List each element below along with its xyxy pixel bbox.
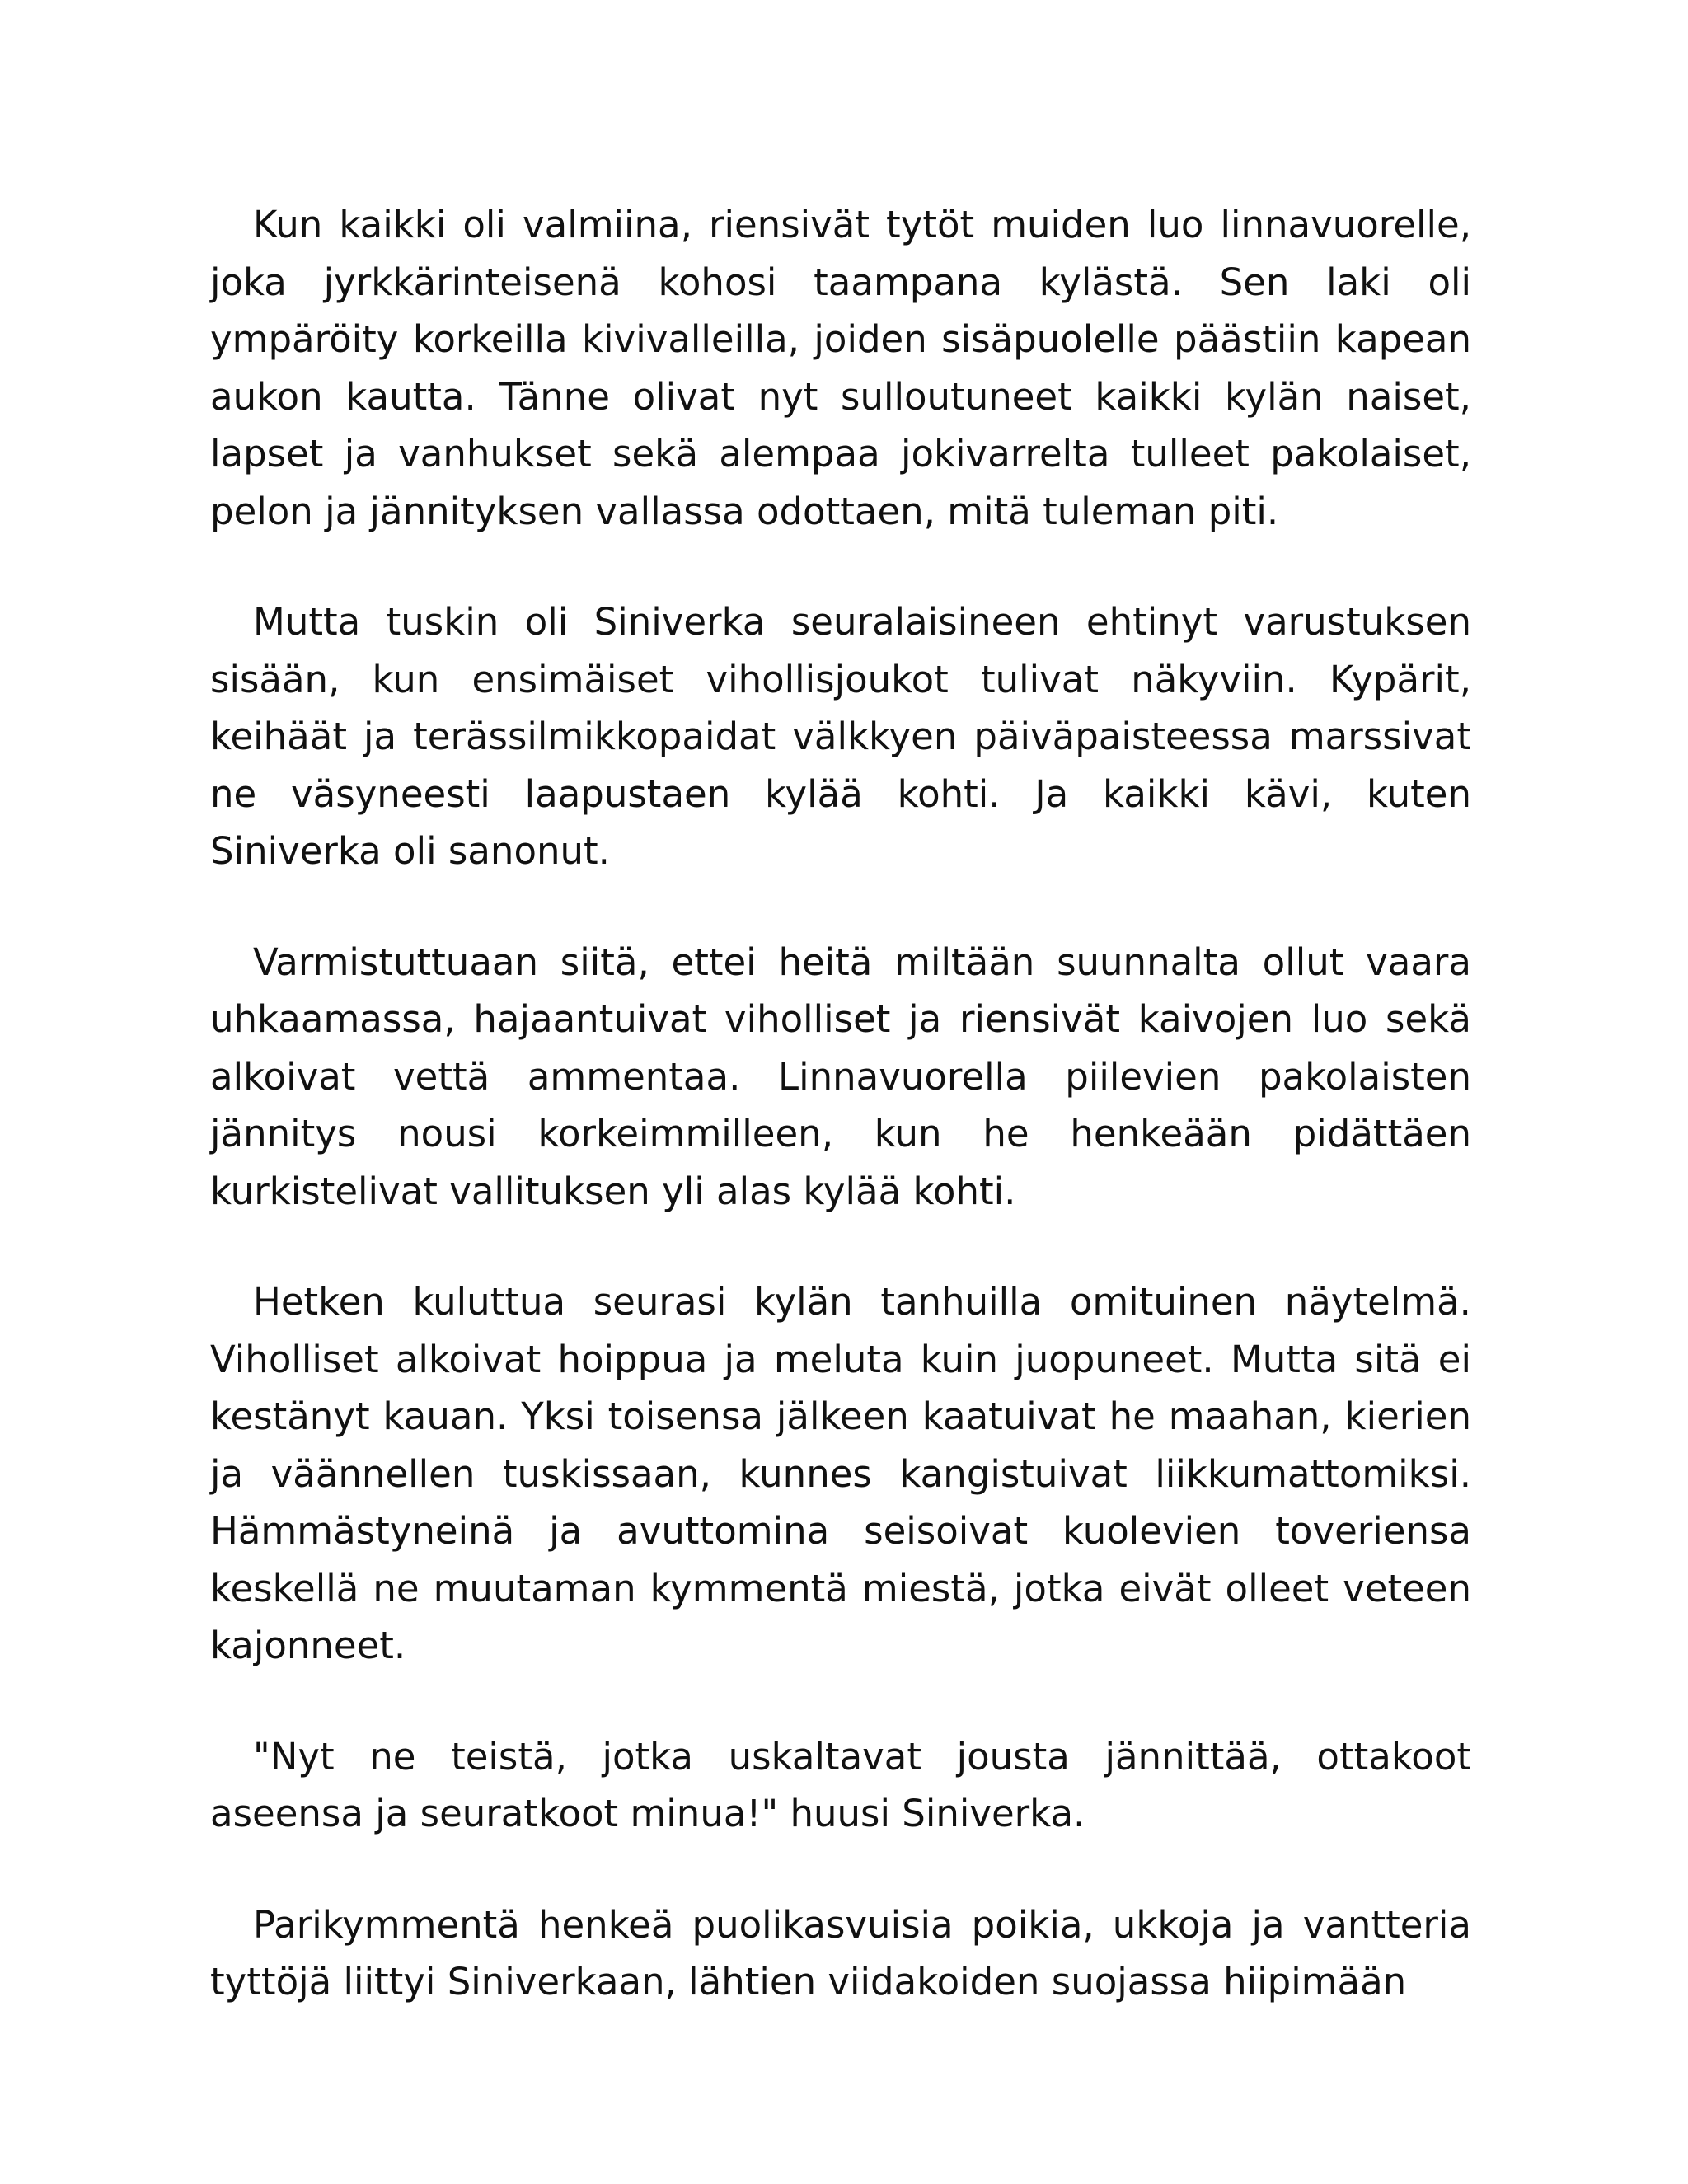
paragraph: Hetken kuluttua seurasi kylän tanhuilla omituinen näytelmä. Viholliset alkoivat hoippua ja meluta kuin juopuneet. Mutta sitä ei kestänyt kauan. Yksi toisensa jälkeen kaatuivat he maahan, kierien ja väännellen tuskissaan, kunnes kangistuivat liikkumattomiksi. Hämmästyneinä ja avuttomina seisoivat kuolevien toveriensa keskellä ne muutaman kymmentä miestä, jotka eivät olleet veteen kajonneet. [210, 1280, 1471, 1667]
paragraph: Varmistuttuaan siitä, ettei heitä miltään suunnalta ollut vaara uhkaamassa, hajaantuivat viholliset ja riensivät kaivojen luo sekä alkoivat vettä ammentaa. Linnavuorella piilevien pakolaisten jännitys nousi korkeimmilleen, kun he henkeään pidättäen kurkistelivat vallituksen yli alas kylää kohti. [210, 940, 1471, 1213]
paragraph: Parikymmentä henkeä puolikasvuisia poikia, ukkoja ja vantteria tyttöjä liittyi Siniverkaan, lähtien viidakoiden suojassa hiipimään [210, 1902, 1471, 2004]
body-text [210, 196, 1471, 2011]
paragraph: Mutta tuskin oli Siniverka seuralaisineen ehtinyt varustuksen sisään, kun ensimäiset vihollisjoukot tulivat näkyviin. Kypärit, keihäät ja terässilmikkopaidat välkkyen päiväpaisteessa marssivat ne väsyneesti laapustaen kylää kohti. Ja kaikki kävi, kuten Siniverka oli sanonut. [210, 600, 1471, 873]
paragraph: Kun kaikki oli valmiina, riensivät tytöt muiden luo linnavuorelle, joka jyrkkärinteisenä kohosi taampana kylästä. Sen laki oli ympäröity korkeilla kivivalleilla, joiden sisäpuolelle päästiin kapean aukon kautta. Tänne olivat nyt sulloutuneet kaikki kylän naiset, lapset ja vanhukset sekä alempaa jokivarrelta tulleet pakolaiset, pelon ja jännityksen vallassa odottaen, mitä tuleman piti. [210, 203, 1471, 533]
paragraph: "Nyt ne teistä, jotka uskaltavat jousta jännittää, ottakoot aseensa ja seuratkoot minua!" huusi Siniverka. [210, 1734, 1471, 1835]
